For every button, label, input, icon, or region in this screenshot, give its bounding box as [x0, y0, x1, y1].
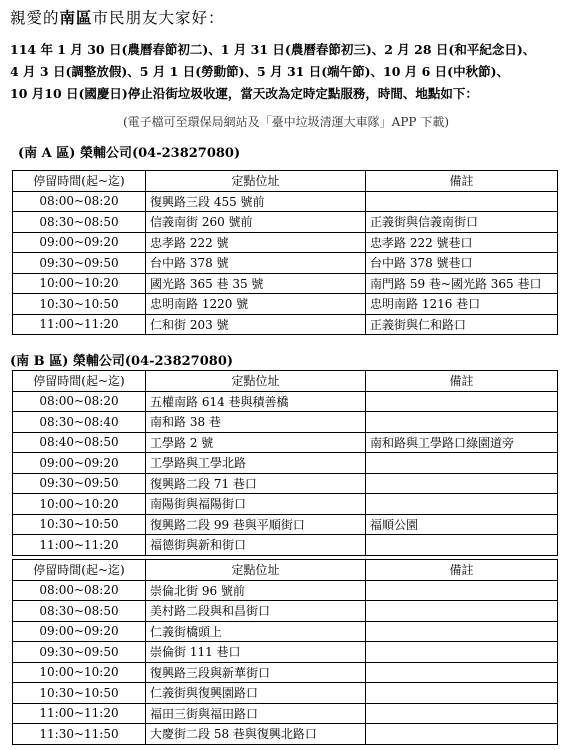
cell-remark	[366, 662, 558, 683]
cell-remark	[366, 703, 558, 724]
cell-remark	[366, 580, 558, 601]
cell-remark	[366, 621, 558, 642]
header-remark: 備註	[366, 171, 558, 192]
cell-remark	[366, 683, 558, 704]
cell-remark	[366, 494, 558, 515]
table-row	[13, 412, 558, 433]
cell-remark	[366, 391, 558, 412]
cell-time: 08:00~08:20	[13, 391, 146, 412]
cell-location: 國光路 365 巷 35 號	[146, 273, 366, 294]
greeting-district: 南區	[59, 8, 93, 27]
table-row	[13, 473, 558, 494]
cell-location: 工學路與工學北路	[146, 453, 366, 474]
table-row	[13, 212, 558, 233]
cell-location: 復興路二段 99 巷與平順街口	[146, 514, 366, 535]
table-row	[13, 391, 558, 412]
cell-location: 福田三街與福田路口	[146, 703, 366, 724]
cell-remark: 忠孝路 222 號巷口	[366, 232, 558, 253]
cell-remark	[366, 473, 558, 494]
header-location: 定點位址	[146, 371, 366, 392]
cell-location: 信義南街 260 號前	[146, 212, 366, 233]
cell-time: 10:00~10:20	[13, 662, 146, 683]
cell-remark	[366, 453, 558, 474]
notice-line-2: 4 月 3 日(調整放假)、5 月 1 日(勞動節)、5 月 31 日(端午節)、10 月 6 日(中秋節)、	[10, 64, 510, 79]
table-row	[13, 314, 558, 335]
cell-time: 10:00~10:20	[13, 273, 146, 294]
cell-location: 忠明南路 1220 號	[146, 294, 366, 315]
cell-time: 11:00~11:20	[13, 535, 146, 556]
table-row	[13, 232, 558, 253]
cell-remark: 南和路與工學路口綠園道旁	[366, 432, 558, 453]
cell-location: 大慶街二段 58 巷與復興北路口	[146, 724, 366, 745]
header-location: 定點位址	[146, 560, 366, 581]
section-a-heading: (南 A 區) 榮輔公司(04-23827080)	[18, 146, 241, 161]
cell-remark	[366, 412, 558, 433]
notice-line-3: 10 月10 日(國慶日)停止沿街垃圾收運，當天改為定時定點服務，時間、地點如下：	[10, 86, 478, 101]
cell-location: 崇倫街 111 巷口	[146, 642, 366, 663]
table-header-row	[13, 371, 558, 392]
cell-location: 工學路 2 號	[146, 432, 366, 453]
header-time: 停留時間(起~迄)	[13, 371, 146, 392]
table-row	[13, 621, 558, 642]
table-header-row	[13, 171, 558, 192]
cell-time: 11:00~11:20	[13, 314, 146, 335]
cell-time: 08:30~08:40	[13, 412, 146, 433]
cell-location: 崇倫北街 96 號前	[146, 580, 366, 601]
header-time: 停留時間(起~迄)	[13, 560, 146, 581]
section-b-heading: (南 B 區) 榮輔公司(04-23827080)	[10, 354, 234, 369]
cell-time: 10:30~10:50	[13, 294, 146, 315]
cell-time: 09:30~09:50	[13, 473, 146, 494]
cell-time: 10:00~10:20	[13, 494, 146, 515]
table-row	[13, 724, 558, 745]
cell-location: 南和路 38 巷	[146, 412, 366, 433]
cell-remark	[366, 535, 558, 556]
cell-remark: 南門路 59 巷~國光路 365 巷口	[366, 273, 558, 294]
cell-remark	[366, 642, 558, 663]
cell-remark	[366, 724, 558, 745]
cell-location: 美村路二段與和昌街口	[146, 601, 366, 622]
cell-time: 10:30~10:50	[13, 683, 146, 704]
cell-time: 08:00~08:20	[13, 580, 146, 601]
cell-location: 五權南路 614 巷與積善橋	[146, 391, 366, 412]
cell-remark: 台中路 378 號巷口	[366, 253, 558, 274]
cell-time: 10:30~10:50	[13, 514, 146, 535]
cell-time: 08:00~08:20	[13, 191, 146, 212]
cell-time: 08:40~08:50	[13, 432, 146, 453]
cell-time: 11:00~11:20	[13, 703, 146, 724]
table-row	[13, 294, 558, 315]
cell-location: 福德街與新和街口	[146, 535, 366, 556]
table-row	[13, 662, 558, 683]
notice-line-1: 114 年 1 月 30 日(農曆春節初二)、1 月 31 日(農曆春節初三)、2 月 28 日(和平紀念日)、	[10, 42, 536, 57]
download-note: (電子檔可至環保局網站及「臺中垃圾清運大車隊」APP 下載)	[123, 115, 449, 129]
cell-time: 08:30~08:50	[13, 212, 146, 233]
cell-remark: 正義街與信義南街口	[366, 212, 558, 233]
cell-remark: 福順公園	[366, 514, 558, 535]
header-location: 定點位址	[146, 171, 366, 192]
table-row	[13, 580, 558, 601]
section-b-table	[12, 370, 558, 556]
table-row	[13, 273, 558, 294]
header-remark: 備註	[366, 371, 558, 392]
table-row	[13, 494, 558, 515]
table-row	[13, 535, 558, 556]
cell-time: 09:00~09:20	[13, 232, 146, 253]
cell-location: 南陽街與福陽街口	[146, 494, 366, 515]
greeting-suffix: 市民朋友大家好：	[92, 9, 225, 27]
table-header-row	[13, 560, 558, 581]
table-row	[13, 642, 558, 663]
section-b2-table	[12, 559, 558, 745]
cell-time: 09:30~09:50	[13, 253, 146, 274]
cell-time: 09:00~09:20	[13, 453, 146, 474]
greeting	[10, 6, 225, 28]
cell-location: 台中路 378 號	[146, 253, 366, 274]
cell-time: 09:00~09:20	[13, 621, 146, 642]
table-row	[13, 432, 558, 453]
header-remark: 備註	[366, 560, 558, 581]
cell-time: 11:30~11:50	[13, 724, 146, 745]
cell-remark: 正義街與仁和路口	[366, 314, 558, 335]
header-time: 停留時間(起~迄)	[13, 171, 146, 192]
cell-location: 復興路三段 455 號前	[146, 191, 366, 212]
cell-location: 仁和街 203 號	[146, 314, 366, 335]
cell-location: 忠孝路 222 號	[146, 232, 366, 253]
table-row	[13, 683, 558, 704]
cell-remark	[366, 191, 558, 212]
cell-time: 08:30~08:50	[13, 601, 146, 622]
cell-time: 09:30~09:50	[13, 642, 146, 663]
table-row	[13, 514, 558, 535]
table-row	[13, 191, 558, 212]
cell-remark	[366, 601, 558, 622]
table-row	[13, 453, 558, 474]
table-row	[13, 601, 558, 622]
cell-location: 仁義街橋頭上	[146, 621, 366, 642]
cell-location: 仁義街與復興園路口	[146, 683, 366, 704]
cell-location: 復興路二段 71 巷口	[146, 473, 366, 494]
table-row	[13, 253, 558, 274]
greeting-prefix: 親愛的	[10, 9, 60, 27]
section-a-table	[12, 170, 558, 335]
table-row	[13, 703, 558, 724]
cell-location: 復興路三段與新華街口	[146, 662, 366, 683]
cell-remark: 忠明南路 1216 巷口	[366, 294, 558, 315]
